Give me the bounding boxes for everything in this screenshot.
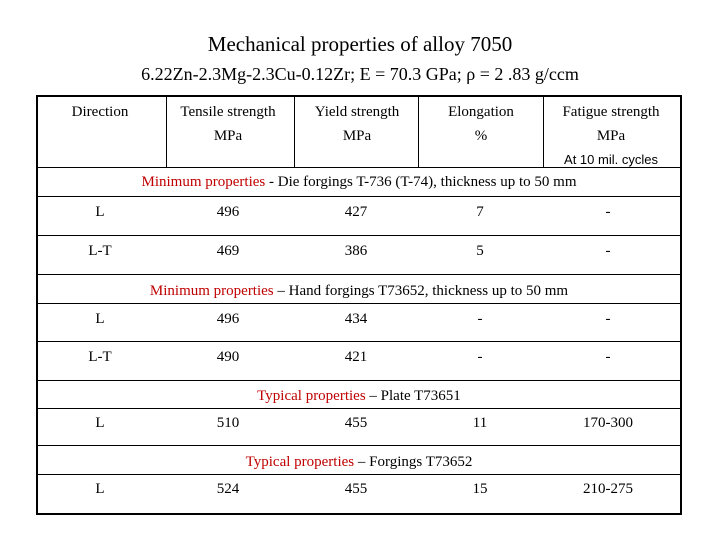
header-divider — [418, 97, 419, 167]
section-kind: Minimum properties — [149, 283, 274, 299]
table-cell: 490 — [216, 349, 240, 365]
section-kind: Typical properties — [245, 454, 355, 470]
row-divider — [37, 235, 681, 236]
header-tensile-label: Tensile strength — [180, 104, 276, 120]
header-elongation-label: Elongation — [448, 104, 514, 120]
table-cell: - — [605, 243, 611, 259]
section-title — [36, 174, 682, 191]
table-cell: 427 — [344, 204, 368, 220]
table-cell: L — [95, 311, 105, 327]
header-fatigue-note: At 10 mil. cycles — [564, 152, 658, 167]
table-cell: 15 — [472, 481, 488, 497]
table-cell: 170-300 — [583, 415, 633, 431]
section-title — [36, 454, 682, 471]
table-cell: 469 — [216, 243, 240, 259]
section-description: - Die forgings T-736 (T-74), thickness up to 50 mm — [265, 174, 577, 190]
alloy-composition: 6.22Zn-2.3Mg-2.3Cu-0.12Zr; E = 70.3 GPa; ρ = 2 .83 g/ccm — [141, 64, 579, 84]
section-title — [36, 388, 682, 405]
table-cell: - — [477, 311, 483, 327]
section-description: – Hand forgings T73652, thickness up to 50 mm — [273, 283, 569, 299]
row-divider — [37, 408, 681, 409]
header-direction — [35, 100, 165, 124]
table-cell: - — [605, 349, 611, 365]
row-divider — [37, 303, 681, 304]
row-divider — [37, 274, 681, 275]
table-cell: - — [605, 311, 611, 327]
table-cell: L — [95, 481, 105, 497]
header-yield-label: Yield strength — [314, 104, 400, 120]
table-cell: 386 — [344, 243, 368, 259]
table-cell: 210-275 — [583, 481, 633, 497]
header-divider — [543, 97, 544, 167]
table-cell: 434 — [344, 311, 368, 327]
table-cell: 496 — [216, 311, 240, 327]
table-cell: L — [95, 204, 105, 220]
header-fatigue-unit: MPa — [596, 128, 626, 144]
header-tensile-unit: MPa — [213, 128, 243, 144]
row-divider — [37, 196, 681, 197]
header-tensile — [163, 100, 293, 148]
page-title: Mechanical properties of alloy 7050 — [207, 32, 513, 56]
table-cell: L-T — [88, 243, 112, 259]
table-cell: 496 — [216, 204, 240, 220]
header-yield — [292, 100, 422, 148]
table-cell: 5 — [476, 243, 484, 259]
row-divider — [37, 474, 681, 475]
table-cell: 510 — [216, 415, 240, 431]
header-bottom-line — [37, 167, 681, 168]
section-description: – Plate T73651 — [365, 388, 461, 404]
table-cell: 455 — [344, 481, 368, 497]
table-cell: L-T — [88, 349, 112, 365]
header-fatigue — [543, 100, 679, 172]
table-cell: 7 — [476, 204, 484, 220]
header-divider — [294, 97, 295, 167]
header-elongation-unit: % — [474, 128, 488, 144]
header-elongation — [416, 100, 546, 148]
section-kind: Typical properties — [257, 388, 366, 404]
table-cell: - — [477, 349, 483, 365]
row-divider — [37, 380, 681, 381]
row-divider — [37, 445, 681, 446]
section-kind: Minimum properties — [141, 174, 266, 190]
header-yield-unit: MPa — [342, 128, 372, 144]
table-cell: 421 — [344, 349, 368, 365]
row-divider — [37, 341, 681, 342]
section-title — [36, 283, 682, 300]
table-cell: 455 — [344, 415, 368, 431]
header-fatigue-label: Fatigue strength — [562, 104, 660, 120]
table-cell: 11 — [472, 415, 488, 431]
section-description: – Forgings T73652 — [354, 454, 473, 470]
table-cell: - — [605, 204, 611, 220]
table-cell: 524 — [216, 481, 240, 497]
table-cell: L — [95, 415, 105, 431]
header-divider — [166, 97, 167, 167]
header-direction-label: Direction — [71, 104, 129, 120]
